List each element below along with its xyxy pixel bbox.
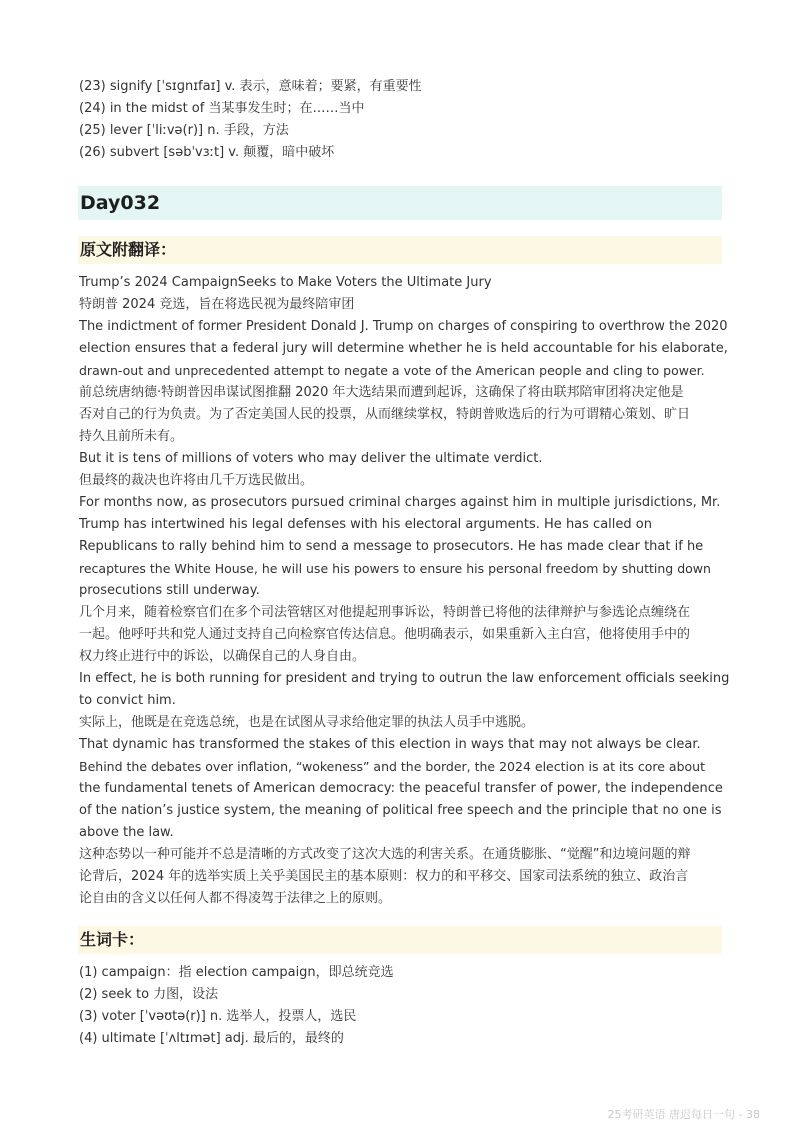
article-title-zh: 特朗普 2024 竞选，旨在将选民视为最终陪审团	[79, 297, 355, 312]
article-line: But it is tens of millions of voters who may deliver the ultimate verdict.	[79, 451, 543, 466]
article-line: That dynamic has transformed the stakes of this election in ways that may not always be clear.	[79, 737, 701, 752]
article-line: 一起。他呼吁共和党人通过支持自己向检察官传达信息。他明确表示，如果重新入主白宫，他将使用手中的	[79, 627, 691, 642]
article-line: 持久且前所未有。	[79, 429, 184, 444]
vocab-item: (24) in the midst of 当某事发生时；在……当中	[79, 101, 365, 116]
vocab-card-list	[79, 962, 729, 1050]
top-vocab-list	[79, 76, 729, 164]
article-line: of the nation’s justice system, the meaning of political free speech and the principle that no one is	[79, 803, 722, 818]
article-title-en: Trump’s 2024 CampaignSeeks to Make Voters the Ultimate Jury	[79, 275, 492, 290]
article-body	[79, 272, 729, 910]
article-line: 实际上，他既是在竞选总统，也是在试图从寻求给他定罪的执法人员手中逃脱。	[79, 715, 535, 730]
section-heading-vocab: 生词卡：	[78, 926, 722, 954]
vocab-item: (26) subvert [səbˈvɜːt] v. 颠覆，暗中破坏	[79, 145, 335, 160]
article-line: Trump has intertwined his legal defenses with his electoral arguments. He has called on	[79, 517, 652, 532]
article-line: 几个月来，随着检察官们在多个司法管辖区对他提起刑事诉讼，特朗普已将他的法律辩护与参选论点缠绕在	[79, 605, 691, 620]
day-heading: Day032	[78, 186, 722, 220]
article-line: above the law.	[79, 825, 174, 840]
vocab-item: (4) ultimate [ˈʌltɪmət] adj. 最后的，最终的	[79, 1031, 344, 1046]
article-line: drawn-out and unprecedented attempt to negate a vote of the American people and cling to power.	[79, 363, 705, 378]
article-line: recaptures the White House, he will use his powers to ensure his personal freedom by shutting down	[79, 561, 711, 576]
article-line: Behind the debates over inflation, “wokeness” and the border, the 2024 election is at its core about	[79, 759, 705, 774]
vocab-item: (23) signify [ˈsɪɡnɪfaɪ] v. 表示，意味着；要紧，有重要性	[79, 79, 422, 94]
article-line: For months now, as prosecutors pursued criminal charges against him in multiple jurisdictions, Mr.	[79, 495, 721, 510]
article-line: 这种态势以一种可能并不总是清晰的方式改变了这次大选的利害关系。在通货膨胀、“觉醒”和边境问题的辩	[79, 847, 691, 862]
section-heading-original: 原文附翻译：	[78, 236, 722, 264]
page-footer: 25考研英语 唐迟每日一句 - 38	[607, 1108, 760, 1121]
vocab-item: (3) voter [ˈvəʊtə(r)] n. 选举人，投票人，选民	[79, 1009, 357, 1024]
article-line: to convict him.	[79, 693, 176, 708]
article-line: 论自由的含义以任何人都不得凌驾于法律之上的原则。	[79, 891, 392, 906]
article-line: election ensures that a federal jury will determine whether he is held accountable for his elaborate,	[79, 341, 728, 356]
article-line: The indictment of former President Donald J. Trump on charges of conspiring to overthrow the 2020	[79, 319, 728, 334]
article-line: 前总统唐纳德·特朗普因串谋试图推翻 2020 年大选结果而遭到起诉，这确保了将由联邦陪审团将决定他是	[79, 385, 684, 400]
article-line: prosecutions still underway.	[79, 583, 260, 598]
article-line: the fundamental tenets of American democracy: the peaceful transfer of power, the independence	[79, 781, 723, 796]
vocab-item: (25) lever [ˈliːvə(r)] n. 手段，方法	[79, 123, 289, 138]
article-line: In effect, he is both running for president and trying to outrun the law enforcement officials seeking	[79, 671, 730, 686]
vocab-item: (1) campaign：指 election campaign，即总统竞选	[79, 965, 394, 980]
article-line: 但最终的裁决也许将由几千万选民做出。	[79, 473, 314, 488]
vocab-item: (2) seek to 力图，设法	[79, 987, 219, 1002]
article-line: 否对自己的行为负责。为了否定美国人民的投票，从而继续掌权，特朗普败选后的行为可谓精心策划、旷日	[79, 407, 691, 422]
article-line: 权力终止进行中的诉讼，以确保自己的人身自由。	[79, 649, 366, 664]
article-line: Republicans to rally behind him to send a message to prosecutors. He has made clear that if he	[79, 539, 704, 554]
article-line: 论背后，2024 年的选举实质上关乎美国民主的基本原则：权力的和平移交、国家司法系统的独立、政治言	[79, 869, 689, 884]
